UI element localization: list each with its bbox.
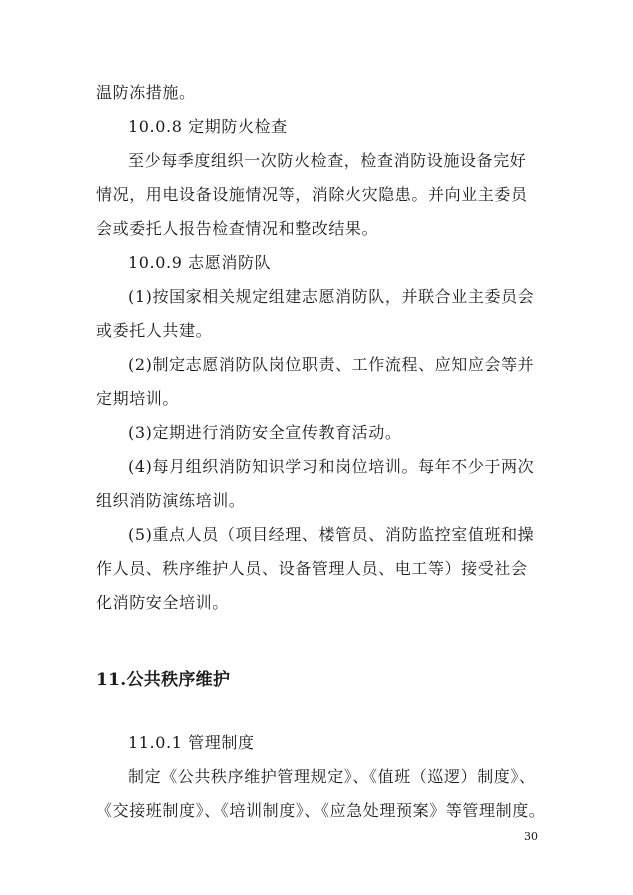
paragraph-line: 温防冻措施。 <box>96 83 196 102</box>
list-item-line: (3)定期进行消防安全宣传教育活动。 <box>128 423 402 442</box>
paragraph-line: 《交接班制度》、《培训制度》、《应急处理预案》等管理制度。 <box>96 801 546 820</box>
paragraph-line: 至少每季度组织一次防火检查，检查消防设施设备完好 <box>128 151 527 170</box>
list-item-line: (1)按国家相关规定组建志愿消防队，并联合业主委员会 <box>128 287 535 306</box>
section-heading: 11.公共秩序维护 <box>96 670 231 690</box>
paragraph-line: 制定《公共秩序维护管理规定》、《值班（巡逻）制度》、 <box>128 767 536 786</box>
list-item-line: 定期培训。 <box>96 389 180 408</box>
list-item-line: (4)每月组织消防知识学习和岗位培训。每年不少于两次 <box>128 457 535 476</box>
subsection-title-11-0-1: 11.0.1 管理制度 <box>128 733 255 752</box>
list-item-line: 或委托人共建。 <box>96 321 213 340</box>
list-item-line: (2)制定志愿消防队岗位职责、工作流程、应知应会等并 <box>128 355 535 374</box>
paragraph-line: 会或委托人报告检查情况和整改结果。 <box>96 219 379 238</box>
list-item-line: 组织消防演练培训。 <box>96 491 246 510</box>
list-item-line: (5)重点人员（项目经理、楼管员、消防监控室值班和操 <box>128 525 535 544</box>
list-item-line: 化消防安全培训。 <box>96 593 229 612</box>
subsection-title-10-0-8: 10.0.8 定期防火检查 <box>128 117 288 136</box>
list-item-line: 作人员、秩序维护人员、设备管理人员、电工等）接受社会 <box>96 559 528 578</box>
page-number: 30 <box>524 830 538 843</box>
paragraph-line: 情况，用电设备设施情况等，消除火灾隐患。并向业主委员 <box>96 185 528 204</box>
subsection-title-10-0-9: 10.0.9 志愿消防队 <box>128 253 272 272</box>
